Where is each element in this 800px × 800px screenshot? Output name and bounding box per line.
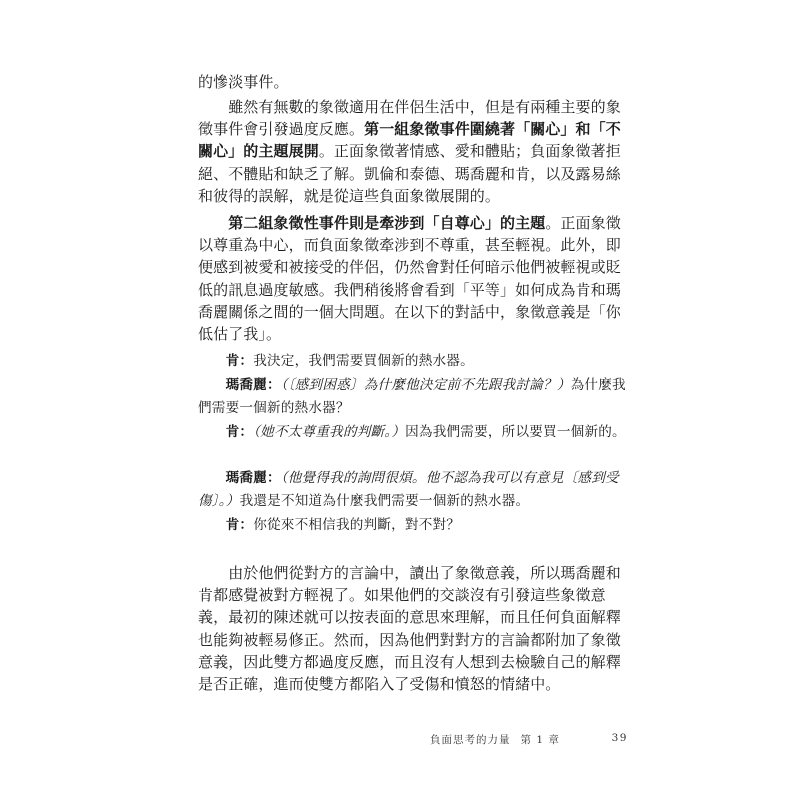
speaker-name: 瑪喬麗： bbox=[198, 470, 281, 486]
inner-thought: （他覺得我的詢問很煩。他不認為我可以有意見〔感到受傷〕。） bbox=[198, 470, 619, 509]
paragraph-bold-topic: 第二組象徵性事件則是牽涉到「自尊心」的主題 bbox=[198, 214, 546, 232]
paragraph-second-group bbox=[198, 212, 628, 345]
inner-thought: （她不太尊重我的判斷。） bbox=[253, 424, 406, 440]
dialogue-text: 因為我們需要，所以要買一個新的。 bbox=[405, 424, 626, 440]
running-chapter: 第 1 章 bbox=[520, 734, 560, 746]
dialogue-text: 為什麼我們需要一個新的熱水器？ bbox=[198, 377, 626, 416]
dialogue-line bbox=[198, 514, 628, 537]
paragraph-conclusion bbox=[198, 562, 628, 695]
dialogue-line bbox=[198, 350, 628, 373]
paragraph-tail: 。正面象徵著情感、愛和體貼；負面象徵著拒絕、不體貼和缺乏了解。凱倫和泰德、瑪喬麗和肯，以及露易絲和彼得的誤解，就是從這些負面象徵展開的。 bbox=[198, 142, 621, 205]
dialogue-line bbox=[198, 374, 628, 419]
paragraph-text: 的慘淡事件。 bbox=[198, 73, 289, 91]
speaker-name: 肯： bbox=[198, 353, 254, 369]
paragraph-lead: 雖然有無數的象徵適用在伴侶生活中，但是有兩種主要的象徵事件會引發過度反應。 bbox=[198, 98, 621, 139]
paragraph-first-group bbox=[198, 96, 628, 207]
page-number: 39 bbox=[611, 732, 628, 744]
page-footer bbox=[430, 732, 628, 747]
speaker-name: 肯： bbox=[198, 517, 254, 533]
dialogue-text: 我決定，我們需要買個新的熱水器。 bbox=[253, 353, 474, 369]
dialogue-text: 我還是不知道為什麼我們需要一個新的熱水器。 bbox=[239, 492, 530, 509]
paragraph-tail: 。正面象徵以尊重為中心，而負面象徵牽涉到不尊重，甚至輕視。此外，即便感到被愛和被接受的伴侶，仍然會對任何暗示他們被輕視或貶低的訊息過度敏感。我們稍後將會看到「平等」如何成為肯和瑪喬麗關係之間的一個大問題。在以下的對話中，象徵意義是「你低估了我」。 bbox=[198, 214, 621, 344]
paragraph-text: 由於他們從對方的言論中，讀出了象徵意義，所以瑪喬麗和肯都感覺被對方輕視了。如果他們的交談沒有引發這些象徵意義，最初的陳述就可以按表面的意思來理解，而且任何負面解釋也能夠被輕易修正。然而，因為他們對對方的言論都附加了象徵意義，因此雙方都過度反應，而且沒有人想到去檢驗自己的解釋是否正確，進而使雙方都陷入了受傷和憤怒的情緒中。 bbox=[198, 564, 621, 694]
dialogue-text: 你從來不相信我的判斷，對不對？ bbox=[253, 517, 461, 533]
running-book-title: 負面思考的力量 bbox=[430, 734, 511, 746]
dialogue-line bbox=[198, 421, 628, 444]
dialogue-line bbox=[198, 467, 628, 512]
speaker-name: 瑪喬麗： bbox=[198, 377, 281, 393]
paragraph-continuation bbox=[198, 71, 628, 93]
inner-thought: （〔感到困惑〕為什麼他決定前不先跟我討論？） bbox=[280, 377, 571, 393]
speaker-name: 肯： bbox=[198, 424, 254, 440]
paragraph-bold-topic: 第一組象徵事件圍繞著「關心」和「不關心」的主題展開 bbox=[198, 120, 621, 161]
